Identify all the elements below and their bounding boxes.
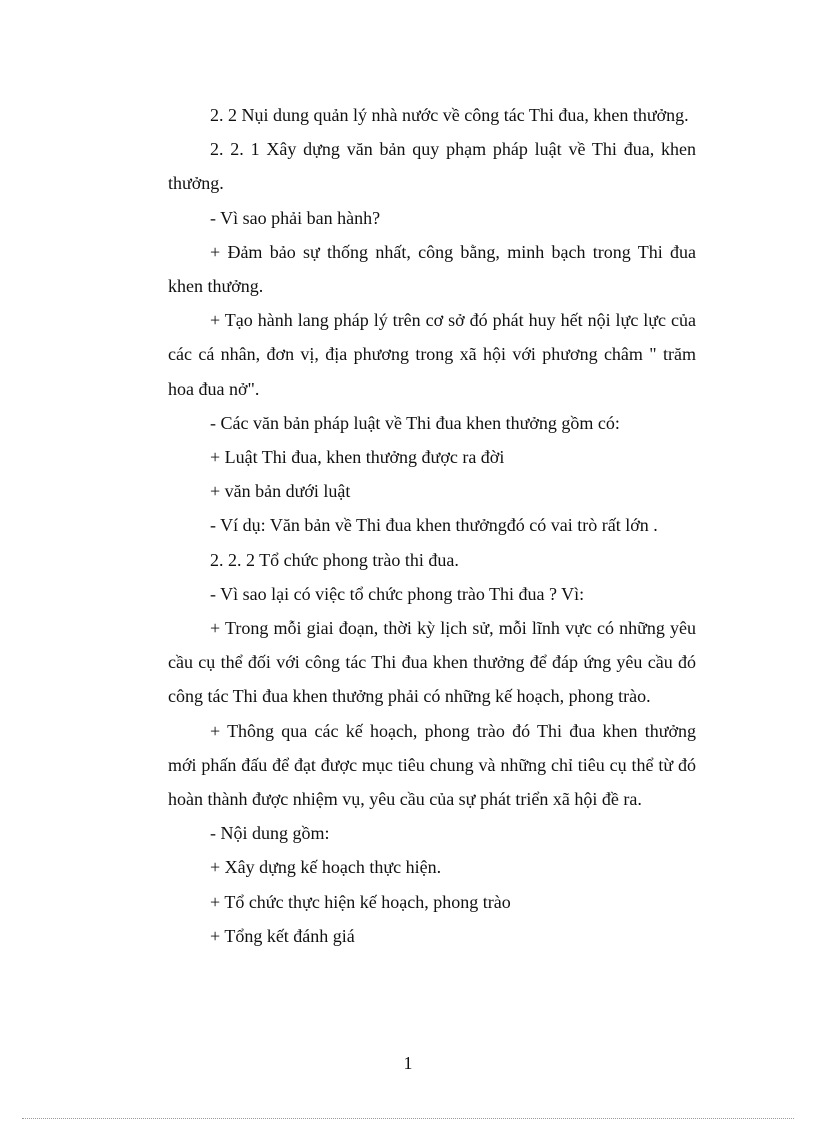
- page-number: 1: [403, 1053, 413, 1073]
- paragraph: + văn bản dưới luật: [210, 481, 351, 502]
- paragraph: + Tổng kết đánh giá: [210, 925, 355, 946]
- paragraph: - Nội dung gồm:: [210, 823, 330, 844]
- paragraph: - Ví dụ: Văn bản về Thi đua khen thưởngđó có vai trò rất lớn .: [210, 515, 658, 536]
- paragraph: - Vì sao lại có việc tổ chức phong trào Thi đua ? Vì:: [210, 583, 585, 604]
- paragraph: - Vì sao phải ban hành?: [210, 207, 381, 228]
- paragraph: + Tổ chức thực hiện kế hoạch, phong trào: [210, 891, 511, 912]
- paragraph: + Xây dựng kế hoạch thực hiện.: [210, 857, 442, 878]
- paragraph: + Luật Thi đua, khen thưởng được ra đời: [210, 447, 505, 468]
- paragraph: - Các văn bản pháp luật về Thi đua khen thưởng gồm có:: [210, 412, 620, 433]
- paragraph: + Trong mỗi giai đoạn, thời kỳ lịch sử, mỗi lĩnh vực có những yêu cầu cụ thể đối với công tác Thi đua khen thưởng để đáp ứng yêu cầu đó công tác Thi đua khen thưởng phải có những kế hoạch, phong trào.: [168, 618, 696, 707]
- paragraph: + Thông qua các kế hoạch, phong trào đó Thi đua khen thưởng mới phấn đấu để đạt được mục tiêu chung và những chỉ tiêu cụ thể từ đó hoàn thành được nhiệm vụ, yêu cầu của sự phát triển xã hội đề ra.: [168, 720, 696, 810]
- paragraph: + Đảm bảo sự thống nhất, công bằng, minh bạch trong Thi đua khen thưởng.: [168, 241, 696, 297]
- page-bottom-border: [22, 1118, 794, 1119]
- heading-2-2: 2. 2 Nụi dung quản lý nhà nước về công tác Thi đua, khen thưởng.: [210, 105, 689, 125]
- page-body: [168, 98, 696, 953]
- heading-2-2-2: 2. 2. 2 Tổ chức phong trào thi đua.: [210, 549, 459, 570]
- paragraph: + Tạo hành lang pháp lý trên cơ sở đó phát huy hết nội lực lực của các cá nhân, đơn vị, địa phương trong xã hội với phương châm " trăm hoa đua nở".: [168, 310, 696, 399]
- heading-2-2-1: 2. 2. 1 Xây dựng văn bản quy phạm pháp luật về Thi đua, khen thưởng.: [168, 139, 696, 194]
